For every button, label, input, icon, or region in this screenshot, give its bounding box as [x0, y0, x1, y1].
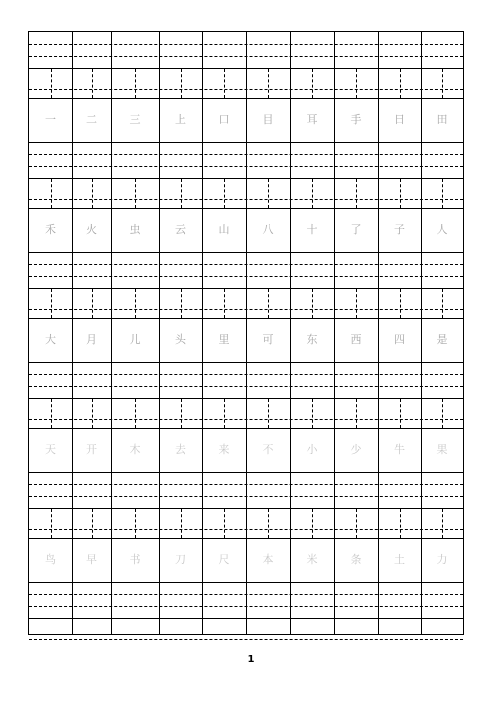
practice-character: 人	[436, 223, 448, 236]
writing-grid	[28, 31, 464, 635]
center-guide	[312, 289, 313, 318]
practice-character: 早	[86, 553, 97, 566]
guide-line	[29, 606, 463, 607]
row-separator	[29, 68, 463, 69]
guide-line	[29, 56, 463, 57]
row-separator	[29, 288, 463, 289]
center-guide	[312, 179, 313, 208]
practice-character: 天	[45, 443, 56, 456]
row-separator	[29, 508, 463, 509]
center-guide	[400, 509, 401, 538]
guide-line	[29, 386, 463, 387]
center-guide	[135, 289, 136, 318]
practice-character: 条	[350, 553, 362, 566]
center-guide	[442, 399, 443, 428]
row-separator	[29, 398, 463, 399]
guide-line	[29, 276, 463, 277]
center-guide	[400, 399, 401, 428]
block-separator	[29, 142, 463, 143]
center-guide	[181, 399, 182, 428]
practice-character: 鸟	[45, 553, 56, 566]
practice-character: 目	[262, 113, 274, 126]
center-guide	[268, 179, 269, 208]
center-guide	[92, 179, 93, 208]
practice-character: 牛	[394, 443, 405, 456]
practice-character: 云	[175, 223, 186, 236]
practice-character: 小	[306, 443, 318, 456]
guide-line	[29, 484, 463, 485]
practice-character: 尺	[218, 553, 230, 566]
practice-character: 里	[218, 333, 230, 346]
practice-character: 田	[436, 113, 448, 126]
block-separator	[29, 582, 463, 583]
practice-character: 土	[394, 553, 405, 566]
practice-character: 木	[129, 443, 141, 456]
center-guide	[224, 179, 225, 208]
practice-character: 三	[129, 113, 141, 126]
practice-character: 月	[86, 333, 97, 346]
block-separator	[29, 472, 463, 473]
center-guide	[356, 289, 357, 318]
row-separator	[29, 538, 463, 539]
practice-character: 口	[218, 113, 230, 126]
practice-character: 米	[306, 553, 318, 566]
center-guide	[51, 399, 52, 428]
row-separator	[29, 618, 463, 619]
practice-character: 本	[262, 553, 274, 566]
center-guide	[224, 509, 225, 538]
guide-line	[29, 529, 463, 530]
center-guide	[442, 69, 443, 98]
center-guide	[442, 289, 443, 318]
center-guide	[224, 289, 225, 318]
practice-character: 四	[394, 333, 405, 346]
center-guide	[400, 69, 401, 98]
center-guide	[135, 69, 136, 98]
practice-character: 大	[45, 333, 56, 346]
center-guide	[224, 69, 225, 98]
center-guide	[181, 509, 182, 538]
row-separator	[29, 428, 463, 429]
guide-line	[29, 154, 463, 155]
guide-line	[29, 89, 463, 90]
practice-character: 可	[262, 333, 274, 346]
practice-character: 十	[306, 223, 318, 236]
center-guide	[312, 69, 313, 98]
center-guide	[356, 69, 357, 98]
center-guide	[135, 179, 136, 208]
center-guide	[92, 399, 93, 428]
center-guide	[312, 399, 313, 428]
row-separator	[29, 318, 463, 319]
center-guide	[400, 289, 401, 318]
center-guide	[181, 69, 182, 98]
practice-character: 西	[350, 333, 362, 346]
practice-character: 是	[436, 333, 448, 346]
practice-character: 山	[218, 223, 230, 236]
practice-character: 禾	[45, 223, 56, 236]
center-guide	[92, 289, 93, 318]
practice-character: 头	[175, 333, 186, 346]
practice-character: 果	[436, 443, 448, 456]
practice-character: 上	[175, 113, 186, 126]
practice-character: 日	[394, 113, 405, 126]
block-separator	[29, 362, 463, 363]
practice-character: 手	[350, 113, 362, 126]
guide-line	[29, 374, 463, 375]
practice-character: 八	[262, 223, 274, 236]
guide-line	[29, 594, 463, 595]
center-guide	[442, 509, 443, 538]
practice-character: 东	[306, 333, 318, 346]
center-guide	[92, 509, 93, 538]
center-guide	[181, 179, 182, 208]
guide-line	[29, 309, 463, 310]
practice-character: 去	[175, 443, 186, 456]
practice-character: 来	[218, 443, 230, 456]
practice-character: 二	[86, 113, 97, 126]
center-guide	[268, 289, 269, 318]
center-guide	[356, 179, 357, 208]
practice-character: 耳	[306, 113, 318, 126]
practice-character: 火	[86, 223, 97, 236]
center-guide	[135, 509, 136, 538]
block-separator	[29, 252, 463, 253]
center-guide	[400, 179, 401, 208]
center-guide	[92, 69, 93, 98]
center-guide	[268, 509, 269, 538]
practice-character: 一	[45, 113, 56, 126]
center-guide	[51, 179, 52, 208]
center-guide	[268, 69, 269, 98]
guide-line	[29, 264, 463, 265]
practice-character: 少	[350, 443, 362, 456]
center-guide	[181, 289, 182, 318]
guide-line	[29, 496, 463, 497]
practice-character: 书	[129, 553, 141, 566]
practice-character: 儿	[129, 333, 141, 346]
center-guide	[356, 509, 357, 538]
guide-line	[29, 639, 463, 640]
practice-character: 子	[394, 223, 405, 236]
center-guide	[442, 179, 443, 208]
practice-character: 刀	[175, 553, 186, 566]
page-number: 1	[247, 654, 255, 665]
practice-character: 了	[350, 223, 362, 236]
row-separator	[29, 178, 463, 179]
center-guide	[268, 399, 269, 428]
center-guide	[312, 509, 313, 538]
row-separator	[29, 208, 463, 209]
guide-line	[29, 166, 463, 167]
center-guide	[135, 399, 136, 428]
center-guide	[51, 509, 52, 538]
practice-character: 不	[262, 443, 274, 456]
guide-line	[29, 44, 463, 45]
practice-character: 力	[436, 553, 448, 566]
center-guide	[51, 289, 52, 318]
row-separator	[29, 98, 463, 99]
center-guide	[356, 399, 357, 428]
center-guide	[224, 399, 225, 428]
guide-line	[29, 419, 463, 420]
center-guide	[51, 69, 52, 98]
practice-character: 开	[86, 443, 97, 456]
practice-character: 虫	[129, 223, 141, 236]
guide-line	[29, 199, 463, 200]
